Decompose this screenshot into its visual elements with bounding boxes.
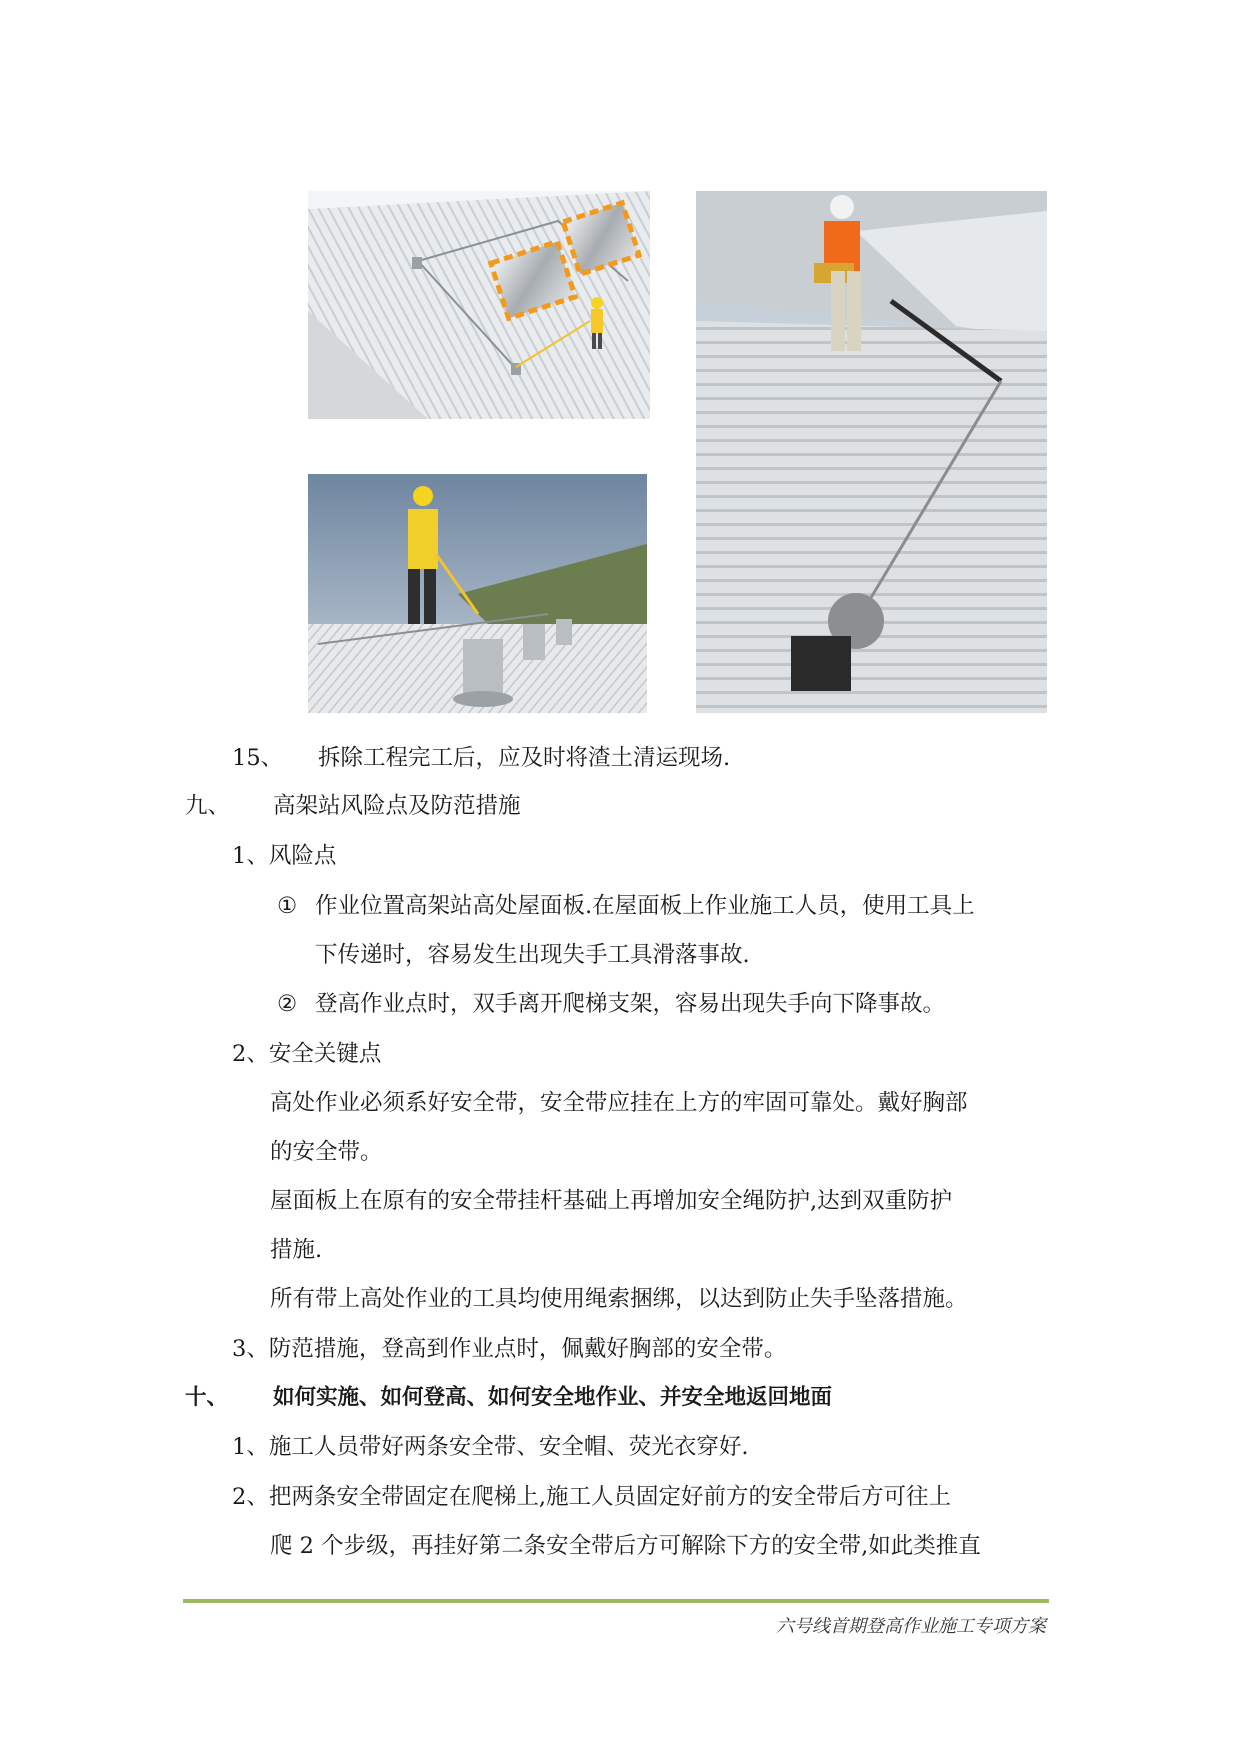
step-1: 1、施工人员带好两条安全带、安全帽、荧光衣穿好.	[232, 1434, 749, 1460]
section-10-number: 十、	[185, 1385, 229, 1410]
item-15-number: 15、	[232, 745, 284, 771]
paragraph-1-line-1: 高处作业必须系好安全带，安全带应挂在上方的牢固可靠处。戴好胸部	[270, 1090, 968, 1116]
risk-1-line-2: 下传递时，容易发生出现失手工具滑落事故.	[315, 942, 750, 968]
risk-2-text: 登高作业点时，双手离开爬梯支架，容易出现失手向下降事故。	[315, 991, 946, 1017]
subsection-1-title: 1、风险点	[232, 843, 337, 869]
subsection-3: 3、防范措施，登高到作业点时，佩戴好胸部的安全带。	[232, 1336, 787, 1362]
item-15-text: 拆除工程完工后，应及时将渣土清运现场.	[318, 745, 731, 771]
step-2-line-1: 2、把两条安全带固定在爬梯上,施工人员固定好前方的安全带后方可往上	[232, 1484, 951, 1510]
step-2-line-2: 爬 2 个步级，再挂好第二条安全带后方可解除下方的安全带,如此类推直	[270, 1533, 981, 1559]
subsection-2-title: 2、安全关键点	[232, 1041, 382, 1067]
section-9-title: 高架站风险点及防范措施	[273, 793, 521, 819]
paragraph-2-line-1: 屋面板上在原有的安全带挂杆基础上再增加安全绳防护,达到双重防护	[270, 1188, 953, 1214]
paragraph-3: 所有带上高处作业的工具均使用绳索捆绑，以达到防止失手坠落措施。	[270, 1286, 968, 1312]
worker-anchor-posts-photo	[308, 474, 647, 713]
worker-lifeline-roof-photo	[696, 191, 1047, 713]
footer-divider	[183, 1599, 1049, 1603]
risk-1-line-1: 作业位置高架站高处屋面板.在屋面板上作业施工人员，使用工具上	[315, 893, 975, 919]
paragraph-2-line-2: 措施.	[270, 1237, 323, 1263]
section-9-number: 九、	[185, 793, 231, 819]
risk-2-mark: ②	[277, 991, 298, 1017]
footer-document-title: 六号线首期登高作业施工专项方案	[776, 1616, 1046, 1637]
roof-safety-rail-diagram	[308, 191, 650, 419]
risk-1-mark: ①	[277, 893, 298, 919]
section-10-title: 如何实施、如何登高、如何安全地作业、并安全地返回地面	[273, 1385, 833, 1410]
paragraph-1-line-2: 的安全带。	[270, 1139, 383, 1165]
